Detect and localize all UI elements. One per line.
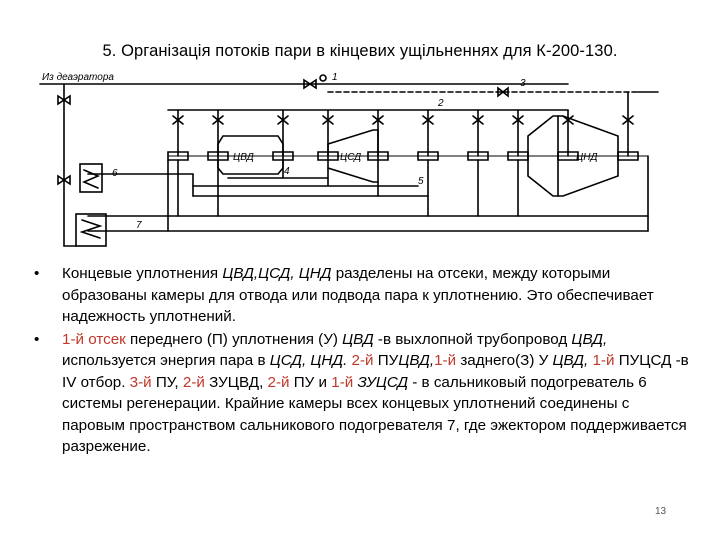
bullet-2-seg-18: ПУ, (151, 373, 183, 391)
gland-heater-7 (76, 214, 106, 246)
bullet-2-seg-13: ЦВД, (552, 352, 589, 369)
bullet-2-seg-15: 1-й (592, 352, 615, 369)
bullet-2-seg-10: ЦВД, (398, 352, 435, 369)
bullet-2-seg-1: переднего (П) уплотнения (У) (125, 330, 343, 348)
bullet-2-seg-11: 1-й (434, 352, 457, 369)
bullet-2-seg-9: ПУ (373, 352, 399, 369)
bullet-1-seg-0: Концевые уплотнения (62, 265, 223, 282)
label-6: 6 (112, 168, 118, 179)
label-5: 5 (418, 176, 424, 187)
label-1: 1 (332, 72, 338, 83)
bullet-item-1 (34, 263, 694, 328)
page-number: 13 (655, 506, 667, 517)
bullet-2-seg-26: - в сальниковый подогреватель 6 системы регенерации. Крайние камеры всех концевых уплотнений соединены с паровым пространством сальникового подогревателя 7, где эжектором поддерживается разрежение. (62, 373, 687, 455)
bullet-list (34, 263, 694, 459)
bullet-2-seg-3: -в выхлопной трубопровод (373, 330, 572, 348)
slide-title: 5. Організація потоків пари в кінцевих ущільненнях для К-200-130. (102, 42, 618, 60)
bullet-2-seg-19: 2-й (182, 373, 205, 391)
label-2: 2 (438, 98, 444, 109)
steam-flow-diagram (28, 66, 668, 256)
bullet-2-seg-4: ЦВД, (571, 330, 608, 348)
bullet-2-seg-17: 3-й (129, 373, 152, 391)
bullet-2-seg-25: ЗУЦСД (357, 373, 409, 391)
bullet-1-seg-2: разделены на отсеки, между которыми образованы камеры для отвода или подвода пара к уплотнению. Это обеспечивает надежность уплотнений. (62, 265, 654, 325)
bullet-2-seg-0: 1-й отсек (62, 330, 126, 348)
bullet-2-seg-8: 2-й (351, 352, 374, 369)
bullet-2-seg-21: 2-й (267, 373, 290, 391)
bullet-marker: • (34, 330, 40, 348)
label-ipc: ЦСД (340, 152, 362, 163)
bullet-2-seg-2: ЦВД (342, 330, 374, 348)
bullet-2-seg-22: ПУ и (289, 373, 332, 391)
bullet-2-seg-23: 1-й (331, 373, 354, 391)
bullet-1-seg-1: ЦВД,ЦСД, ЦНД (222, 265, 332, 282)
bullet-2-seg-5: используется энергия пара в (62, 352, 270, 369)
bullet-marker: • (34, 265, 40, 282)
bullet-2-seg-16: ПУЦСД -в IV отбор. (62, 352, 689, 391)
bullet-item-2 (34, 329, 694, 458)
bullet-2-seg-20: ЗУЦВД, (204, 373, 268, 391)
label-hpc: ЦВД (233, 152, 254, 163)
label-4: 4 (284, 166, 290, 177)
bullet-2-text (62, 331, 689, 456)
label-7: 7 (136, 220, 142, 231)
label-lpc: ЦНД (576, 152, 598, 163)
label-3: 3 (520, 78, 526, 89)
label-source: Из деаэратора (42, 72, 114, 83)
bullet-2-seg-6: ЦСД, ЦНД. (269, 352, 348, 369)
bullet-2-seg-12: заднего(З) У (456, 352, 553, 369)
